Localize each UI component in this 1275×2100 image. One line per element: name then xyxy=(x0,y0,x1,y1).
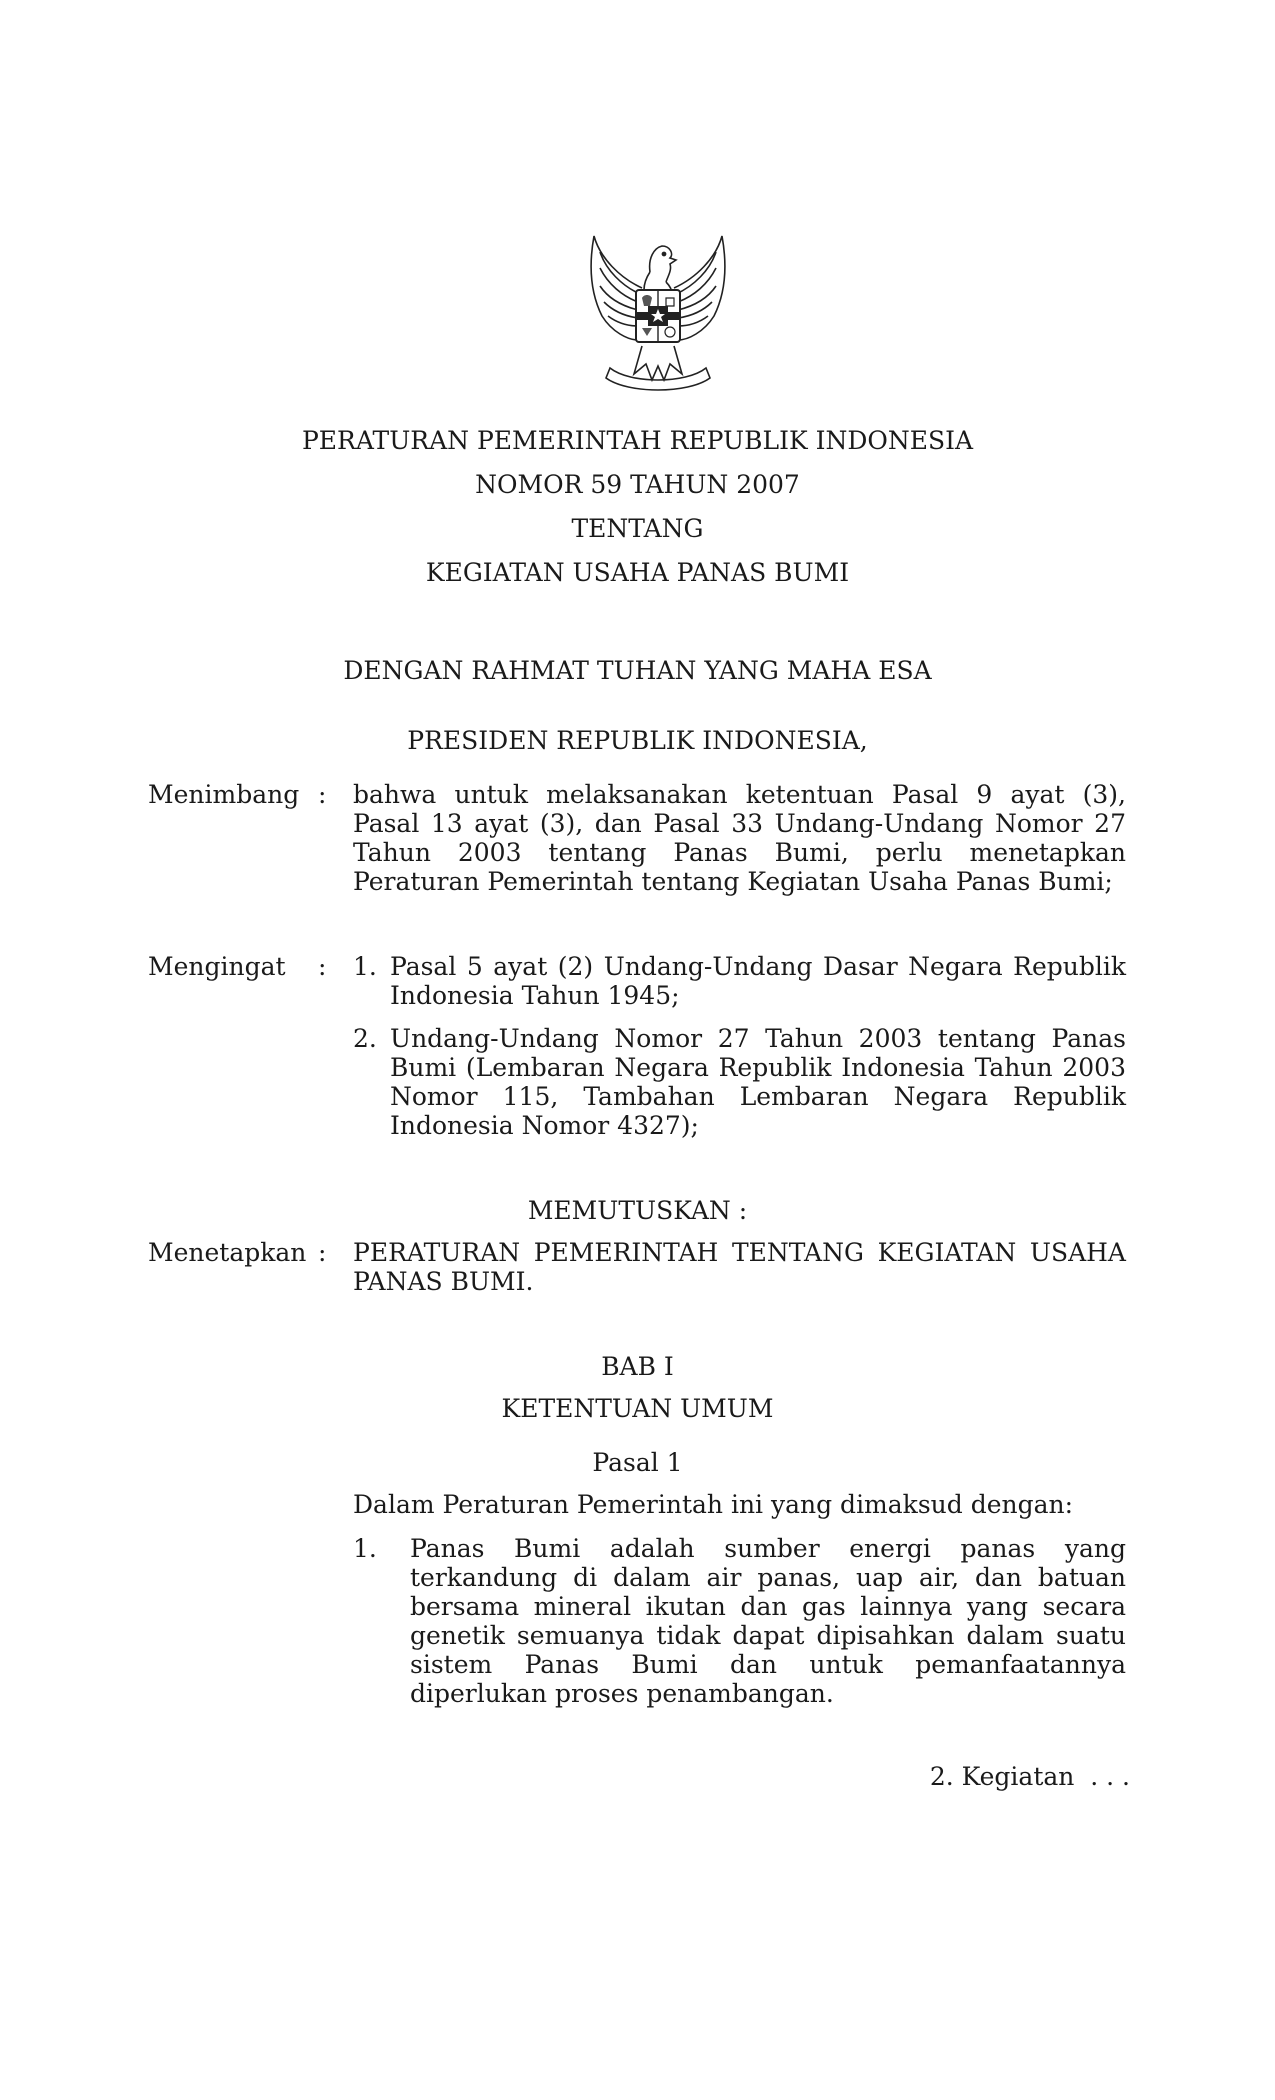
regulation-title: PERATURAN PEMERINTAH REPUBLIK INDONESIA xyxy=(301,426,974,455)
article-title: Pasal 1 xyxy=(592,1448,683,1477)
menimbang-colon: : xyxy=(318,780,327,809)
mengingat-colon: : xyxy=(318,952,327,981)
regulation-subject: KEGIATAN USAHA PANAS BUMI xyxy=(425,558,850,587)
mengingat-item-number: 1. xyxy=(353,952,377,981)
menimbang-label: Menimbang xyxy=(148,780,300,809)
mengingat-item-text: Undang-Undang Nomor 27 Tahun 2003 tentang Panas Bumi (Lembaran Negara Republik Indonesia Tahun 2003 Nomor 115, Tambahan Lembaran Negara Republik Indonesia Nomor 4327); xyxy=(390,1024,1126,1140)
menimbang-text: bahwa untuk melaksanakan ketentuan Pasal 9 ayat (3), Pasal 13 ayat (3), dan Pasal 33 Undang-Undang Nomor 27 Tahun 2003 tentang Panas Bumi, perlu menetapkan Peraturan Pemerintah tentang Kegiatan Usaha Panas Bumi; xyxy=(353,780,1126,896)
menetapkan-label: Menetapkan xyxy=(148,1238,307,1267)
regulation-number: NOMOR 59 TAHUN 2007 xyxy=(475,470,800,499)
page-continuation: 2. Kegiatan . . . xyxy=(929,1762,1130,1791)
menetapkan-text: PERATURAN PEMERINTAH TENTANG KEGIATAN USAHA PANAS BUMI. xyxy=(353,1238,1126,1296)
article-intro: Dalam Peraturan Pemerintah ini yang dimaksud dengan: xyxy=(353,1490,1074,1519)
mengingat-item-text: Pasal 5 ayat (2) Undang-Undang Dasar Negara Republik Indonesia Tahun 1945; xyxy=(390,952,1126,1010)
president-heading: PRESIDEN REPUBLIK INDONESIA, xyxy=(407,726,868,755)
menetapkan-colon: : xyxy=(318,1238,327,1267)
mengingat-label: Mengingat xyxy=(148,952,286,981)
definition-text: Panas Bumi adalah sumber energi panas yang terkandung di dalam air panas, uap air, dan batuan bersama mineral ikutan dan gas lainnya yang secara genetik semuanya tidak dapat dipisahkan dalam suatu sistem Panas Bumi dan untuk pemanfaatannya diperlukan proses penambangan. xyxy=(410,1534,1126,1708)
chapter-number: BAB I xyxy=(601,1352,674,1381)
chapter-title: KETENTUAN UMUM xyxy=(501,1394,774,1423)
definition-number: 1. xyxy=(353,1534,377,1563)
regulation-about: TENTANG xyxy=(571,514,704,543)
mengingat-item-number: 2. xyxy=(353,1024,377,1053)
memutuskan-heading: MEMUTUSKAN : xyxy=(527,1196,748,1225)
invocation: DENGAN RAHMAT TUHAN YANG MAHA ESA xyxy=(343,656,932,685)
garuda-emblem-icon xyxy=(580,228,736,392)
